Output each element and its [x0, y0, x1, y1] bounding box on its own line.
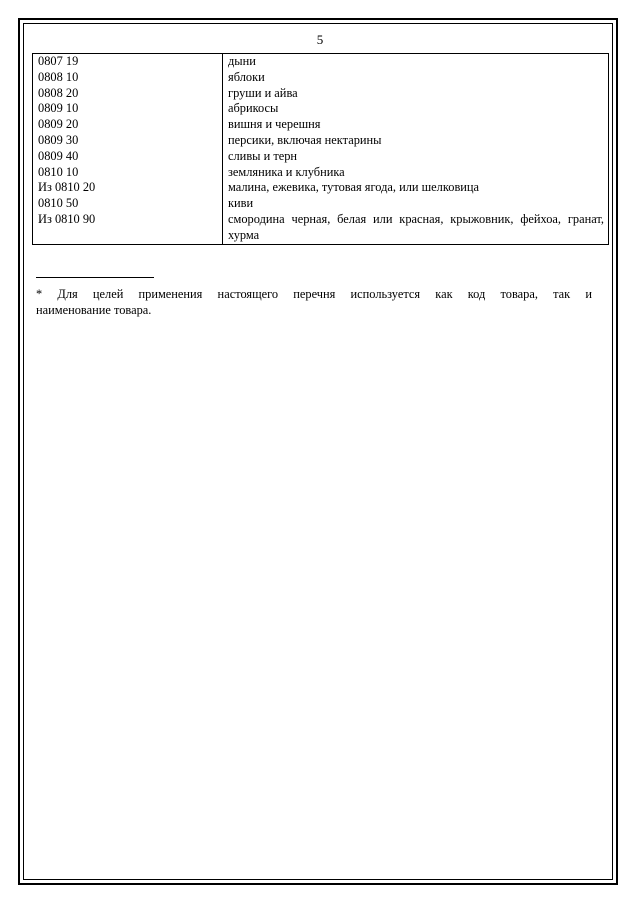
table-row: [33, 212, 609, 244]
table-row: [33, 180, 609, 196]
goods-name: яблоки: [223, 70, 609, 86]
table-row: [33, 70, 609, 86]
page-number: 5: [316, 32, 324, 47]
footnote-line-2: наименование товара.: [36, 303, 152, 317]
goods-name: сливы и терн: [223, 149, 609, 165]
table-row: [33, 165, 609, 181]
goods-name: смородина черная, белая или красная, крыжовник, фейхоа, гранат, хурма: [223, 212, 609, 244]
goods-name: груши и айва: [223, 86, 609, 102]
goods-name: вишня и черешня: [223, 117, 609, 133]
goods-code: 0809 30: [33, 133, 223, 149]
table-row: [33, 101, 609, 117]
goods-name: абрикосы: [223, 101, 609, 117]
footnote: [36, 286, 592, 318]
goods-code: 0808 20: [33, 86, 223, 102]
goods-name: малина, ежевика, тутовая ягода, или шелковица: [223, 180, 609, 196]
table-row: [33, 54, 609, 70]
goods-name: дыни: [223, 54, 609, 70]
table-row: [33, 117, 609, 133]
table-row: [33, 133, 609, 149]
goods-code: Из 0810 90: [33, 212, 223, 244]
goods-table: [32, 53, 609, 245]
goods-name: персики, включая нектарины: [223, 133, 609, 149]
goods-code: 0807 19: [33, 54, 223, 70]
goods-code: 0809 10: [33, 101, 223, 117]
table-row: [33, 196, 609, 212]
goods-code: 0809 40: [33, 149, 223, 165]
goods-code: Из 0810 20: [33, 180, 223, 196]
goods-code: 0808 10: [33, 70, 223, 86]
footnote-line-1: * Для целей применения настоящего перечня используется как код товара, так и: [36, 287, 592, 301]
goods-code: 0810 50: [33, 196, 223, 212]
goods-code: 0809 20: [33, 117, 223, 133]
goods-name: киви: [223, 196, 609, 212]
goods-code: 0810 10: [33, 165, 223, 181]
footnote-separator: [36, 277, 154, 278]
goods-name: земляника и клубника: [223, 165, 609, 181]
table-row: [33, 149, 609, 165]
table-row: [33, 86, 609, 102]
